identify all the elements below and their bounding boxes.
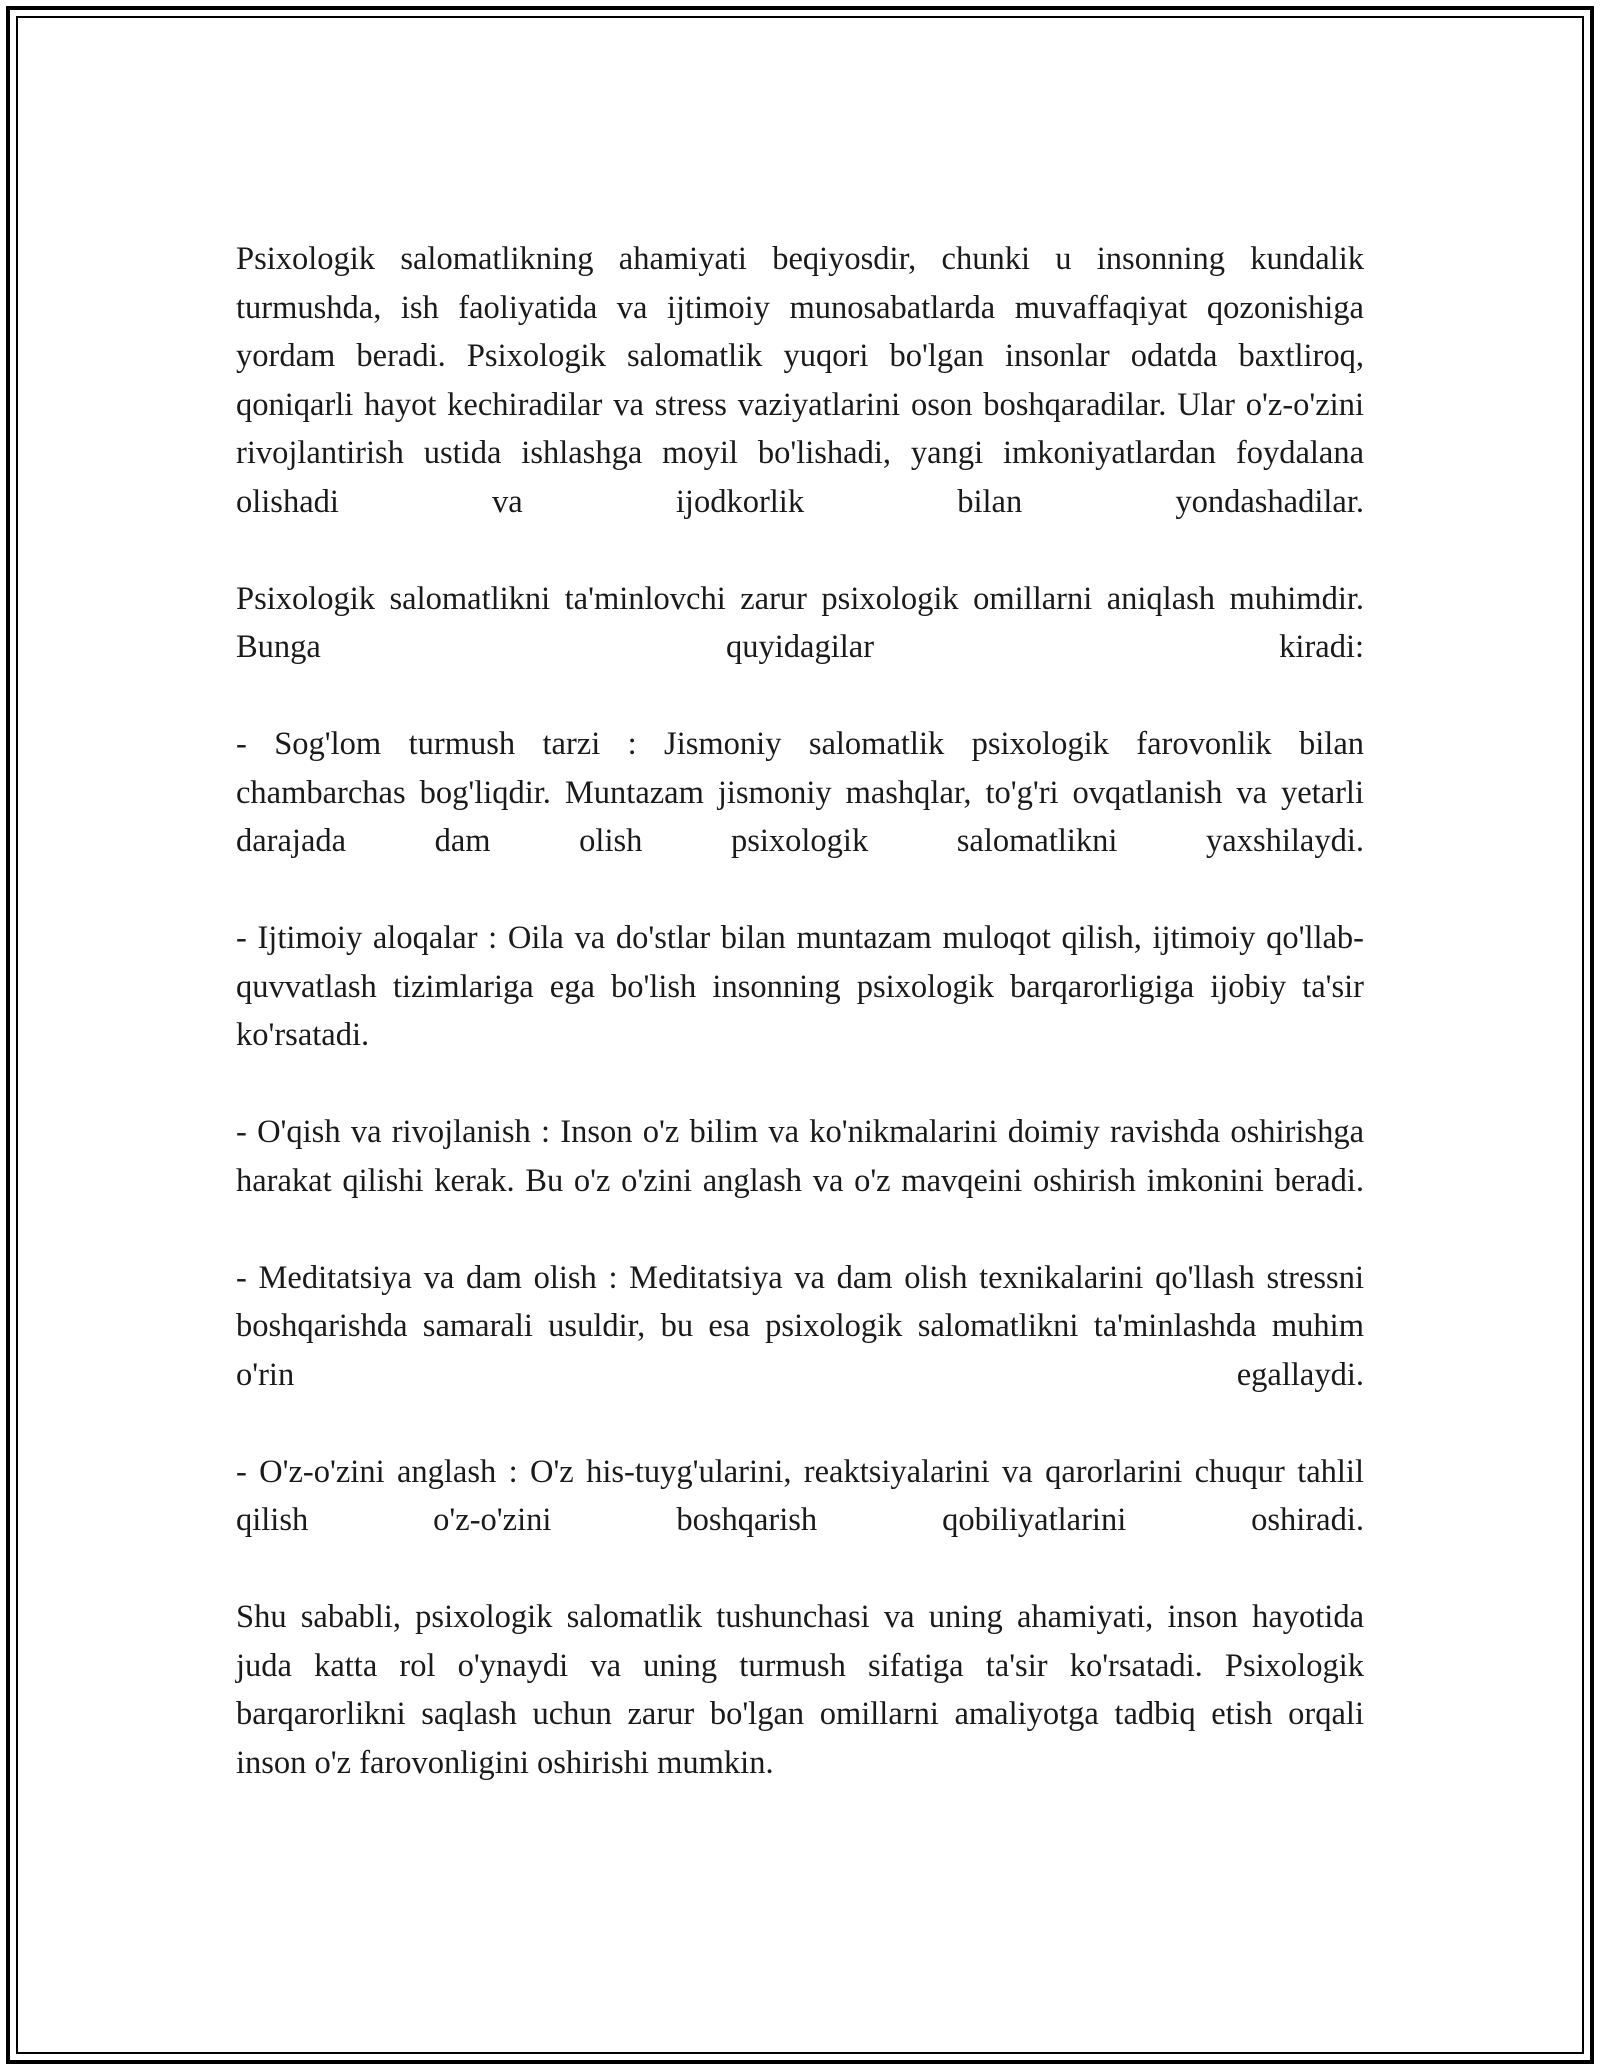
factor-item-learning-development (236, 1108, 1364, 1205)
factor-term: - Ijtimoiy aloqalar : (236, 920, 498, 956)
factor-term: - Sog'lom turmush tarzi : (236, 726, 637, 762)
factor-text: Meditatsiya va dam olish texnikalarini qo'llash stressni boshqarishda samarali usuldir, bu esa psixologik salomatlikni ta'minlashda muhim o'rin egallaydi. (236, 1259, 1364, 1393)
factors-lead-paragraph: Psixologik salomatlikni ta'minlovchi zarur psixologik omillarni aniqlash muhimdir. Bunga quyidagilar kiradi: (236, 580, 1364, 665)
conclusion-paragraph: Shu sababli, psixologik salomatlik tushunchasi va uning ahamiyati, inson hayotida juda katta rol o'ynaydi va uning turmush sifatiga ta'sir ko'rsatadi. Psixologik barqarorlikni saqlash uchun zarur bo'lgan omillarni amaliyotga tadbiq etish orqali inson o'z farovonligini oshirishi mumkin. (236, 1599, 1364, 1781)
factor-text: Inson o'z bilim va ko'nikmalarini doimiy ravishda oshirishga harakat qilishi kerak. Bu o'z o'zini anglash va o'z mavqeini oshirish imkonini beradi. (236, 1114, 1365, 1199)
factor-term: - O'z-o'zini anglash : (236, 1453, 518, 1490)
factor-item-social-connections (236, 914, 1364, 1060)
document-body (236, 235, 1364, 1787)
factor-text: Oila va do'stlar bilan muntazam muloqot qilish, ijtimoiy qo'llab-quvvatlash tizimlariga ega bo'lish insonning psixologik barqarorligiga ijobiy ta'sir ko'rsatadi. (236, 920, 1364, 1053)
factor-item-self-awareness (236, 1448, 1364, 1545)
factor-term: - Meditatsiya va dam olish : (236, 1259, 618, 1296)
factor-term: - O'qish va rivojlanish : (236, 1114, 551, 1150)
factor-text: O'z his-tuyg'ularini, reaktsiyalarini va qarorlarini chuqur tahlil qilish o'z-o'zini boshqarish qobiliyatlarini oshiradi. (236, 1453, 1364, 1538)
intro-paragraph: Psixologik salomatlikning ahamiyati beqiyosdir, chunki u insonning kundalik turmushda, ish faoliyatida va ijtimoiy munosabatlarda muvaffaqiyat qozonishiga yordam beradi. Psixologik salomatlik yuqori bo'lgan insonlar odatda baxtliroq, qoniqarli hayot kechiradilar va stress vaziyatlarini oson boshqaradilar. Ular o'z-o'zini rivojlantirish ustida ishlashga moyil bo'lishadi, yangi imkoniyatlardan foydalana olishadi va ijodkorlik bilan yondashadilar. (236, 241, 1364, 520)
factor-item-meditation-relaxation (236, 1254, 1364, 1400)
factor-text: Jismoniy salomatlik psixologik farovonlik bilan chambarchas bog'liqdir. Muntazam jismoniy mashqlar, to'g'ri ovqatlanish va yetarli darajada dam olish psixologik salomatlikni yaxshilaydi. (236, 726, 1364, 859)
factor-item-healthy-lifestyle (236, 720, 1364, 866)
